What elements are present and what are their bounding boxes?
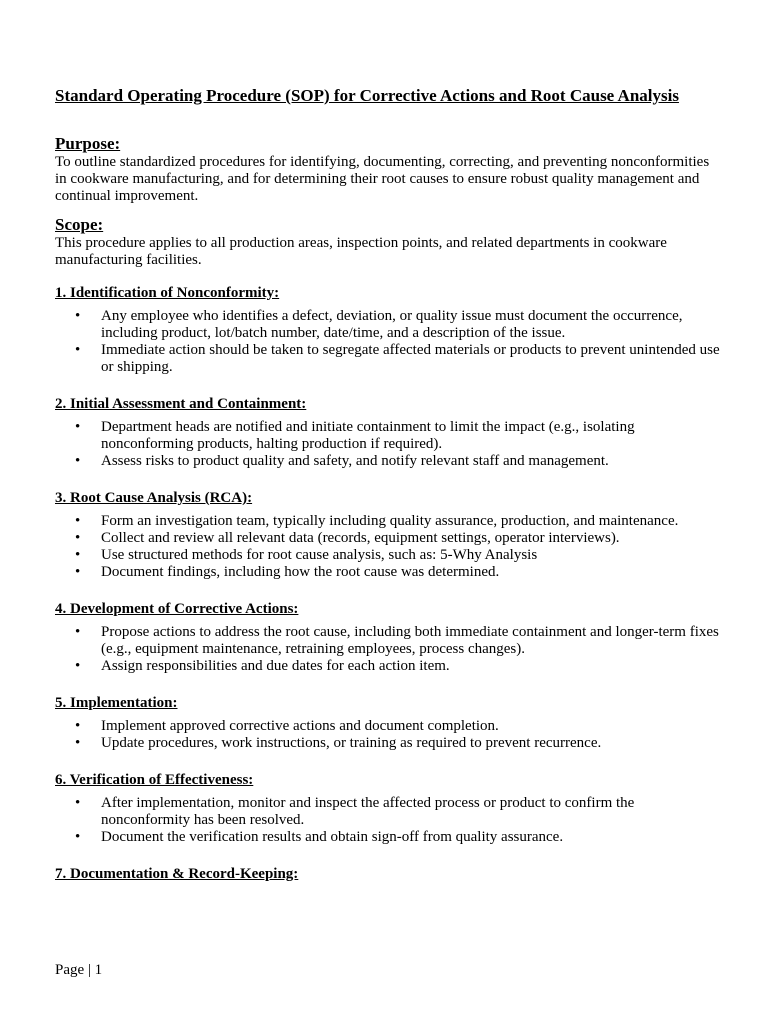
section-4-list bbox=[55, 624, 723, 675]
bullet-icon: • bbox=[75, 308, 81, 324]
page-number-footer: Page | 1 bbox=[55, 962, 103, 978]
list-item: • Immediate action should be taken to segregate affected materials or products to prevent unintended use or shipping. bbox=[75, 342, 720, 375]
bullet-icon: • bbox=[75, 547, 81, 563]
section-5-list bbox=[55, 718, 723, 752]
bullet-icon: • bbox=[75, 735, 81, 751]
list-item: • Assign responsibilities and due dates for each action item. bbox=[75, 658, 450, 674]
bullet-icon: • bbox=[75, 342, 81, 358]
bullet-icon: • bbox=[75, 453, 81, 469]
list-item: • Update procedures, work instructions, or training as required to prevent recurrence. bbox=[75, 735, 602, 751]
bullet-icon: • bbox=[75, 718, 81, 734]
bullet-icon: • bbox=[75, 624, 81, 640]
document-title: Standard Operating Procedure (SOP) for Corrective Actions and Root Cause Analysis bbox=[55, 86, 679, 105]
section-3-list bbox=[55, 513, 723, 581]
section-6-list bbox=[55, 795, 723, 846]
bullet-icon: • bbox=[75, 419, 81, 435]
section-2-list bbox=[55, 419, 723, 470]
bullet-icon: • bbox=[75, 513, 81, 529]
bullet-icon: • bbox=[75, 658, 81, 674]
list-item: • Use structured methods for root cause analysis, such as: 5-Why Analysis bbox=[75, 547, 538, 563]
list-item: • Any employee who identifies a defect, deviation, or quality issue must document the occurrence, including product, lot/batch number, date/time, and a description of the issue. bbox=[75, 308, 683, 341]
section-3-heading: 3. Root Cause Analysis (RCA): bbox=[55, 490, 253, 506]
list-item: • Department heads are notified and initiate containment to limit the impact (e.g., isolating nonconforming products, halting production if required). bbox=[75, 419, 635, 452]
list-item: • Implement approved corrective actions and document completion. bbox=[75, 718, 499, 734]
scope-text: This procedure applies to all production areas, inspection points, and related departments in cookware manufacturing facilities. bbox=[55, 235, 667, 268]
list-item: • Form an investigation team, typically including quality assurance, production, and maintenance. bbox=[75, 513, 679, 529]
scope-heading: Scope: bbox=[55, 215, 104, 234]
bullet-icon: • bbox=[75, 829, 81, 845]
section-1-list bbox=[55, 308, 723, 376]
section-2-heading: 2. Initial Assessment and Containment: bbox=[55, 396, 307, 412]
list-item: • Document the verification results and obtain sign-off from quality assurance. bbox=[75, 829, 564, 845]
bullet-icon: • bbox=[75, 530, 81, 546]
bullet-icon: • bbox=[75, 795, 81, 811]
purpose-text: To outline standardized procedures for identifying, documenting, correcting, and preventing nonconformities in cookware manufacturing, and for determining their root causes to ensure robust quality management and continual improvement. bbox=[55, 154, 710, 204]
list-item: • Collect and review all relevant data (records, equipment settings, operator interviews). bbox=[75, 530, 620, 546]
bullet-icon: • bbox=[75, 564, 81, 580]
list-item: • Assess risks to product quality and safety, and notify relevant staff and management. bbox=[75, 453, 609, 469]
section-6-heading: 6. Verification of Effectiveness: bbox=[55, 772, 254, 788]
section-1-heading: 1. Identification of Nonconformity: bbox=[55, 285, 280, 301]
list-item: • Propose actions to address the root cause, including both immediate containment and longer-term fixes (e.g., equipment maintenance, retraining employees, process changes). bbox=[75, 624, 719, 657]
section-7-heading: 7. Documentation & Record-Keeping: bbox=[55, 866, 299, 882]
document-page bbox=[55, 86, 723, 889]
section-4-heading: 4. Development of Corrective Actions: bbox=[55, 601, 299, 617]
list-item: • Document findings, including how the root cause was determined. bbox=[75, 564, 500, 580]
section-5-heading: 5. Implementation: bbox=[55, 695, 178, 711]
purpose-heading: Purpose: bbox=[55, 134, 121, 153]
list-item: • After implementation, monitor and inspect the affected process or product to confirm the nonconformity has been resolved. bbox=[75, 795, 635, 828]
